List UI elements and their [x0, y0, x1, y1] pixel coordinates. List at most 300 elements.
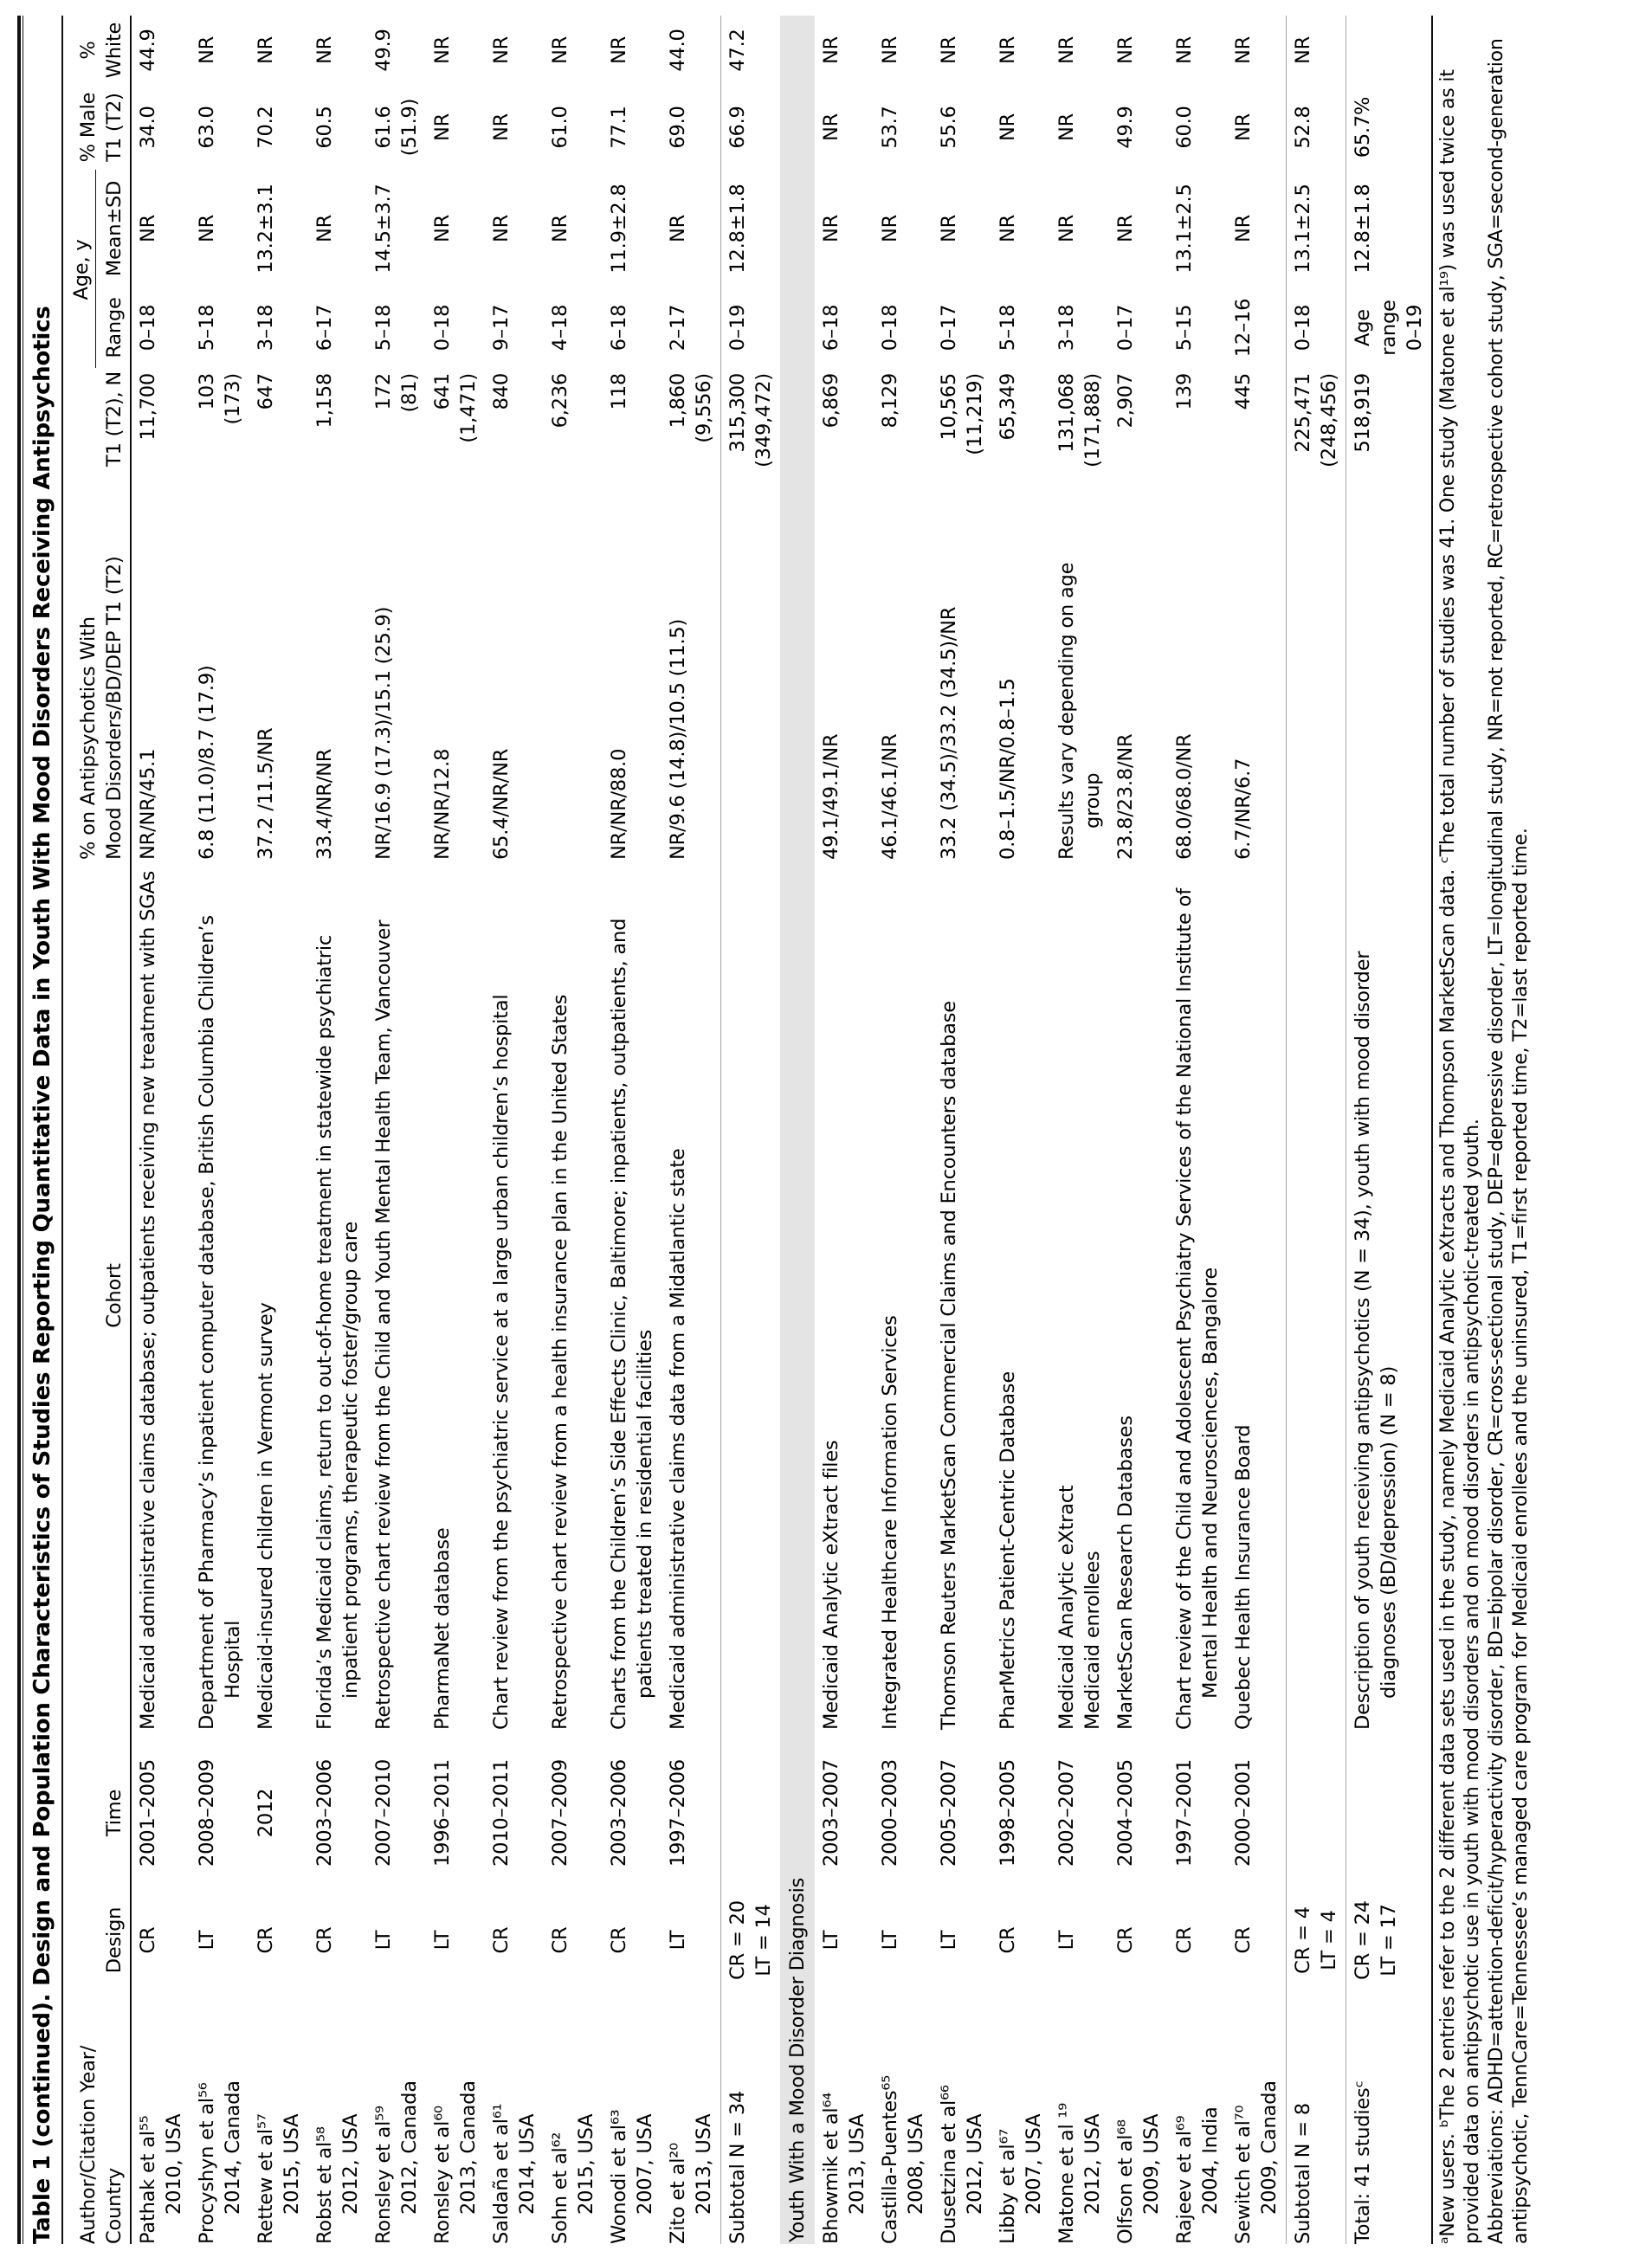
- cell-author-line: Libby et al⁶⁷: [997, 2128, 1019, 2244]
- cell-n: [249, 368, 308, 496]
- cell-male-line: 60.5: [313, 106, 336, 149]
- table-row: [131, 16, 190, 2244]
- cell-pct: [661, 496, 721, 860]
- cell-design: [131, 1894, 190, 1984]
- col-header-author-line1: Author/Citation Year/: [77, 2045, 100, 2244]
- footnotes: [1436, 16, 1533, 2244]
- cell-white: NR: [1114, 35, 1137, 65]
- col-header-author-line2: Country: [103, 2168, 126, 2244]
- cell-author-line: 2007, USA: [634, 2113, 656, 2215]
- cell-mean: 13.2±3.1: [255, 184, 277, 274]
- cell-cohort-text: Thomson Reuters MarketScan Commercial Claims and Encounters database: [938, 1001, 960, 1730]
- cell-male: [485, 83, 544, 170]
- cell-design: [1227, 1894, 1287, 1984]
- cell-range: 0–17: [1114, 304, 1137, 352]
- cell-pct: [485, 496, 544, 860]
- cell-n: [1109, 368, 1168, 496]
- table-row: [249, 16, 308, 2244]
- footnote-notes: ᵃNew users. ᵇThe 2 entries refer to the 2 different data sets used in the study, namely Medicaid Analytic eXtracts and Thompson MarketScan data. ᶜThe total number of studies was 41. One study (Matone et al¹⁹) was used twice as it provided data on antipsychotic use in youth with mood disorders and on mood disorders in antipsychotic-treated youth.: [1437, 69, 1483, 2244]
- table-body: [131, 16, 1432, 2244]
- cell-mean: 13.1±2.5: [1287, 170, 1346, 286]
- cell-design: [190, 1894, 249, 1984]
- cell-mean: NR: [431, 214, 454, 243]
- table-row: [874, 16, 932, 2244]
- cell-author: [1227, 1984, 1287, 2244]
- cell-author: [190, 1984, 249, 2244]
- cell-range: 2–17: [667, 304, 689, 352]
- cell-author-line: 2012, USA: [964, 2113, 986, 2215]
- cell-design: [1168, 1894, 1227, 1984]
- cell-n-line: (9,556): [693, 373, 715, 443]
- cell-male: [874, 83, 932, 170]
- cell-author: [874, 1984, 932, 2244]
- cell-cohort: [874, 860, 932, 1730]
- cell-cohort-text: Medicaid administrative claims data from a Midatlantic state: [667, 1148, 689, 1730]
- cell-pct-text: 65.4/NR/NR: [490, 748, 513, 860]
- cell-author-line: 2015, USA: [575, 2113, 597, 2215]
- cell-range: 12–16: [1232, 298, 1255, 358]
- cell-male: [815, 83, 874, 170]
- cell-n: [815, 368, 874, 496]
- header-row-1: [63, 16, 96, 2244]
- cell-n-line: 8,129: [879, 373, 901, 429]
- cell-range: 0–19: [721, 286, 781, 368]
- cell-pct: [815, 496, 874, 860]
- cell-cohort: [1346, 860, 1433, 1730]
- cell-n-line: 518,919: [1352, 373, 1374, 453]
- cell-n-line: 6,236: [549, 373, 571, 429]
- table-row: [603, 16, 661, 2244]
- cell-male: [1287, 83, 1346, 170]
- cell-white: NR: [1055, 35, 1078, 65]
- table-row: [815, 16, 874, 2244]
- cell-author-line: 2013, Canada: [457, 2080, 480, 2215]
- cell-white: NR: [196, 35, 218, 65]
- cell-cohort: [1227, 860, 1287, 1730]
- table-row: [1227, 16, 1287, 2244]
- cell-n-line: 647: [255, 373, 277, 410]
- cell-pct-text: 6.8 (11.0)/8.7 (17.9): [196, 665, 218, 860]
- cell-male-line: 70.2: [255, 106, 277, 149]
- cell-n-line: 65,349: [997, 373, 1019, 441]
- cell-cohort: [932, 860, 991, 1730]
- subtotal-row: [1287, 16, 1346, 2244]
- col-header-male-line1: % Male: [77, 92, 100, 163]
- cell-cohort: [308, 860, 367, 1730]
- cell-n: [1168, 368, 1227, 496]
- cell-white: NR: [1232, 35, 1255, 65]
- cell-pct: [874, 496, 932, 860]
- cell-cohort: [603, 860, 661, 1730]
- cell-pct-text: NR/NR/12.8: [431, 748, 454, 860]
- cell-white: NR: [879, 35, 901, 65]
- cell-design-line: LT: [372, 1930, 395, 1951]
- cell-range: 0–17: [938, 304, 960, 352]
- cell-male: [1168, 83, 1227, 170]
- cell-n-line: 103: [196, 373, 218, 410]
- cell-design-line: LT: [879, 1930, 901, 1951]
- cell-n-line: (349,472): [752, 373, 775, 468]
- cell-design: [603, 1894, 661, 1984]
- cell-male: [544, 83, 603, 170]
- cell-time: 2003–2006: [313, 1759, 336, 1867]
- cell-male-line: (51.9): [398, 98, 421, 157]
- cell-n-line: 6,869: [820, 373, 842, 429]
- cell-mean: NR: [820, 214, 842, 243]
- cell-mean: NR: [667, 214, 689, 243]
- cell-author: [1346, 1984, 1433, 2244]
- cell-n: [1346, 368, 1433, 496]
- cell-range: 0–18: [1287, 286, 1346, 368]
- cell-mean: NR: [938, 214, 960, 243]
- cell-author-line: 2009, Canada: [1258, 2080, 1281, 2215]
- cell-white: 44.0: [667, 29, 689, 72]
- cell-n-line: 1,158: [313, 373, 336, 429]
- cell-design-line: CR: [137, 1926, 159, 1954]
- col-header-pct-male: [63, 83, 131, 170]
- cell-design: [1050, 1894, 1109, 1984]
- cell-male-line: 61.0: [549, 106, 571, 149]
- cell-range: 6–18: [608, 304, 630, 352]
- cell-male-line: 55.6: [938, 106, 960, 149]
- cell-author: [661, 1984, 721, 2244]
- col-header-author: [63, 1984, 131, 2244]
- cell-author-line: Ronsley et al⁶⁰: [431, 2106, 454, 2244]
- cell-white: NR: [490, 35, 513, 65]
- cell-author-line: Ronsley et al⁵⁹: [372, 2106, 395, 2244]
- cell-mean: NR: [879, 214, 901, 243]
- col-header-cohort: Cohort: [63, 860, 131, 1730]
- cell-author-line: Dusetzina et al⁶⁶: [938, 2085, 960, 2244]
- cell-author-line: 2009, USA: [1140, 2113, 1163, 2215]
- cell-pct: [1346, 496, 1433, 860]
- cell-cohort-text: Retrospective chart review from the Child and Youth Mental Health Team, Vancouver: [372, 919, 395, 1730]
- cell-time: 2008–2009: [196, 1759, 218, 1867]
- cell-author-line: Sohn et al⁶²: [549, 2132, 571, 2244]
- cell-male: [661, 83, 721, 170]
- cell-mean: 14.5±3.7: [372, 184, 395, 274]
- cell-male-line: 69.0: [667, 106, 689, 149]
- cell-male: [190, 83, 249, 170]
- cell-male: [131, 83, 190, 170]
- cell-design-line: CR: [255, 1926, 277, 1954]
- table-title: Table 1 (continued). Design and Population Characteristics of Studies Reporting Quantitative Data in Youth With Mood Disorders Receiving Antipsychotics: [23, 16, 63, 2244]
- cell-white: NR: [431, 35, 454, 65]
- cell-cohort: [1109, 860, 1168, 1730]
- col-header-white-line1: %: [77, 41, 100, 60]
- cell-male: [249, 83, 308, 170]
- cell-male-line: NR: [997, 113, 1019, 142]
- cell-pct: [367, 496, 426, 860]
- cell-design-line: LT: [938, 1930, 960, 1951]
- cell-cohort-text: Chart review of the Child and Adolescent Psychiatry Services of the National Institute of Mental Health and Neurosciences, Bangalore: [1173, 888, 1222, 1730]
- cell-n: [991, 368, 1050, 496]
- cell-design-line: CR = 24: [1352, 1900, 1374, 1980]
- cell-n-line: 118: [608, 373, 630, 410]
- cell-design-line: CR: [997, 1926, 1019, 1954]
- col-header-age-range: Range: [96, 286, 132, 368]
- cell-design: [544, 1894, 603, 1984]
- cell-mean: NR: [313, 214, 336, 243]
- cell-range: 4–18: [549, 304, 571, 352]
- cell-male: [1050, 83, 1109, 170]
- cell-author: [815, 1984, 874, 2244]
- cell-cohort: [131, 860, 190, 1730]
- cell-male-line: 65.7%: [1352, 96, 1374, 158]
- cell-white: 49.9: [372, 29, 395, 72]
- cell-male-line: NR: [1232, 113, 1255, 142]
- cell-n: [485, 368, 544, 496]
- cell-author: [131, 1984, 190, 2244]
- cell-author-line: Castilla-Puentes⁶⁵: [879, 2074, 901, 2244]
- footnote-abbreviations: Abbreviations: ADHD=attention-deficit/hyperactivity disorder, BD=bipolar disorder, CR=cross-sectional study, DEP=depressive disorder, LT=longitudinal study, NR=not reported, RC=retrospective cohort study, SGA=second-generation antipsychotic, TennCare=Tennessee’s managed care program for Medicaid enrollees and the uninsured, T1=first reported time, T2=last reported time.: [1486, 38, 1532, 2244]
- cell-male: [1109, 83, 1168, 170]
- cell-male: [308, 83, 367, 170]
- cell-n: [190, 368, 249, 496]
- cell-pct: [544, 496, 603, 860]
- cell-white: NR: [549, 35, 571, 65]
- cell-pct-text: 49.1/49.1/NR: [820, 733, 842, 860]
- section-header-cell: Youth With a Mood Disorder Diagnosis: [780, 16, 815, 2244]
- cell-design-line: CR = 4: [1292, 1906, 1314, 1974]
- cell-range-line: 0–19: [1404, 304, 1426, 352]
- cell-author: [932, 1984, 991, 2244]
- cell-n: [661, 368, 721, 496]
- cell-author: [1287, 1984, 1346, 2244]
- cell-pct: [249, 496, 308, 860]
- cell-author-line: Rajeev et al⁶⁹: [1173, 2115, 1196, 2244]
- cell-n: [932, 368, 991, 496]
- cell-n-line: 139: [1173, 373, 1196, 410]
- table-row: [1168, 16, 1227, 2244]
- cell-range: 0–18: [431, 304, 454, 352]
- cell-author: [991, 1984, 1050, 2244]
- cell-male: [721, 83, 781, 170]
- cell-n: [603, 368, 661, 496]
- cell-design: [249, 1894, 308, 1984]
- cell-range: 3–18: [255, 304, 277, 352]
- table-row: [544, 16, 603, 2244]
- cell-mean: NR: [997, 214, 1019, 243]
- cell-male-line: 53.7: [879, 106, 901, 149]
- cell-design-line: LT: [820, 1930, 842, 1951]
- cell-cohort: [991, 860, 1050, 1730]
- cell-time: 2004–2005: [1114, 1759, 1137, 1867]
- cell-design: [308, 1894, 367, 1984]
- cell-cohort: [485, 860, 544, 1730]
- cell-white: NR: [255, 35, 277, 65]
- cell-male: [991, 83, 1050, 170]
- cell-author-line: 2013, USA: [846, 2113, 868, 2215]
- cell-pct: [1287, 496, 1346, 860]
- cell-n-line: 2,907: [1114, 373, 1137, 429]
- cell-pct-text: 23.8/23.8/NR: [1114, 733, 1137, 860]
- cell-n: [426, 368, 485, 496]
- cell-n-line: (248,456): [1318, 373, 1340, 468]
- cell-design-line: LT = 17: [1378, 1904, 1400, 1977]
- table-header: [63, 16, 131, 2244]
- cell-time: 1997–2001: [1173, 1759, 1196, 1867]
- table-row: [367, 16, 426, 2244]
- cell-male: [1346, 83, 1433, 170]
- cell-cohort: [249, 860, 308, 1730]
- cell-white: NR: [313, 35, 336, 65]
- subtotal-row: [721, 16, 781, 2244]
- cell-n-line: 1,860: [667, 373, 689, 429]
- cell-range: [1346, 286, 1433, 368]
- cell-design: [1346, 1894, 1433, 1984]
- cell-pct: [603, 496, 661, 860]
- cell-author-line: Zito et al²⁰: [667, 2143, 689, 2244]
- cell-range: 5–18: [196, 304, 218, 352]
- cell-range: 0–18: [137, 304, 159, 352]
- cell-mean: 12.8±1.8: [1346, 170, 1433, 286]
- cell-n-line: 840: [490, 373, 513, 410]
- cell-white: NR: [820, 35, 842, 65]
- cell-design-line: CR: [549, 1926, 571, 1954]
- cell-range: 9–17: [490, 304, 513, 352]
- cell-white: NR: [1173, 35, 1196, 65]
- cell-author-line: Rettew et al⁵⁷: [255, 2113, 277, 2244]
- cell-pct-text: 33.2 (34.5)/33.2 (34.5)/NR: [938, 606, 960, 860]
- cell-author: [249, 1984, 308, 2244]
- cell-time: 1998–2005: [997, 1759, 1019, 1867]
- cell-design: [1109, 1894, 1168, 1984]
- cell-n: [1287, 368, 1346, 496]
- cell-range: 6–17: [313, 304, 336, 352]
- cell-cohort-text: Charts from the Children’s Side Effects Clinic, Baltimore; inpatients, outpatients, and patients treated in residential facilities: [608, 918, 656, 1730]
- cell-n-line: 172: [372, 373, 395, 410]
- cell-n: [308, 368, 367, 496]
- cell-time: [1287, 1730, 1346, 1894]
- cell-pct: [991, 496, 1050, 860]
- cell-pct-text: NR/NR/88.0: [608, 748, 630, 860]
- cell-pct-text: 37.2 /11.5/NR: [255, 727, 277, 860]
- cell-white: NR: [1287, 16, 1346, 83]
- cell-pct-text: 0.8–1.5/NR/0.8–1.5: [997, 678, 1019, 860]
- table-top-rule-thick: [17, 16, 21, 2244]
- cell-range-line: range: [1378, 300, 1400, 356]
- cell-author: [1050, 1984, 1109, 2244]
- table-row: [308, 16, 367, 2244]
- cell-white: 44.9: [137, 29, 159, 72]
- cell-design-line: LT = 4: [1318, 1910, 1340, 1970]
- cell-mean: NR: [196, 214, 218, 243]
- cell-white: NR: [997, 35, 1019, 65]
- cell-design-line: CR: [1232, 1926, 1255, 1954]
- cell-mean: NR: [1232, 214, 1255, 243]
- cell-cohort-text: MarketScan Research Databases: [1114, 1416, 1137, 1730]
- cell-n: [1227, 368, 1287, 496]
- cell-cohort-text: Florida’s Medicaid claims, return to out-of-home treatment in statewide psychiatric inpatient programs, therapeutic foster/group care: [313, 934, 362, 1730]
- cell-pct: [932, 496, 991, 860]
- cell-cohort-text: Integrated Healthcare Information Services: [879, 1315, 901, 1730]
- cell-design-line: CR: [1114, 1926, 1137, 1954]
- cell-author: [603, 1984, 661, 2244]
- cell-cohort: [367, 860, 426, 1730]
- col-header-white-line2: White: [103, 22, 126, 79]
- cell-pct: [426, 496, 485, 860]
- cell-cohort: [544, 860, 603, 1730]
- cell-design-line: LT = 14: [752, 1904, 775, 1977]
- table-row: [991, 16, 1050, 2244]
- col-header-pct-line1: % on Antipsychotics With: [77, 616, 100, 860]
- cell-n-line: (171,888): [1081, 373, 1104, 468]
- cell-mean: NR: [549, 214, 571, 243]
- cell-design: [721, 1894, 781, 1984]
- cell-cohort-text: Medicaid administrative claims database; outpatients receiving new treatment with SGAs: [137, 870, 159, 1730]
- cell-time: 2010–2011: [490, 1759, 513, 1867]
- col-header-male-line2: T1 (T2): [103, 93, 126, 162]
- cell-male-line: 34.0: [137, 106, 159, 149]
- cell-range: 3–18: [1055, 304, 1078, 352]
- cell-mean: NR: [1055, 214, 1078, 243]
- cell-range: 6–18: [820, 304, 842, 352]
- col-header-n: T1 (T2), N: [63, 368, 131, 496]
- cell-pct-line: Results vary depending on age: [1055, 562, 1078, 860]
- cell-n: [1050, 368, 1109, 496]
- cell-range: 5–15: [1173, 304, 1196, 352]
- cell-cohort: [721, 860, 781, 1730]
- col-header-time: Time: [63, 1730, 131, 1894]
- cell-design-line: CR: [490, 1926, 513, 1954]
- cell-design-line: LT: [667, 1930, 689, 1951]
- cell-cohort: [190, 860, 249, 1730]
- cell-author-line: 2014, Canada: [222, 2080, 244, 2215]
- cell-author-line: Robst et al⁵⁸: [313, 2126, 336, 2244]
- cell-cohort-text: Description of youth receiving antipsychotics (N = 34), youth with mood disorder diagnoses (BD/depression) (N = 8): [1352, 951, 1400, 1730]
- cell-pct: [131, 496, 190, 860]
- cell-author: [721, 1984, 781, 2244]
- cell-time: 1996–2011: [431, 1759, 454, 1867]
- cell-male-line: NR: [1055, 113, 1078, 142]
- cell-male-line: 49.9: [1114, 106, 1137, 149]
- cell-pct-text: 33.4/NR/NR: [313, 748, 336, 860]
- cell-male: [603, 83, 661, 170]
- cell-white: [1346, 16, 1433, 83]
- cell-mean: NR: [490, 214, 513, 243]
- cell-male: [426, 83, 485, 170]
- cell-n-line: (11,219): [964, 373, 986, 455]
- cell-range: 0–18: [879, 304, 901, 352]
- cell-author: [485, 1984, 544, 2244]
- cell-design: [485, 1894, 544, 1984]
- cell-pct: [190, 496, 249, 860]
- cell-pct-text: 68.0/68.0/NR: [1173, 733, 1196, 860]
- cell-design: [426, 1894, 485, 1984]
- cell-n-line: 225,471: [1292, 373, 1314, 453]
- cell-pct: [308, 496, 367, 860]
- cell-design-line: LT: [431, 1930, 454, 1951]
- cell-pct: [721, 496, 781, 860]
- cell-design-line: LT: [196, 1930, 218, 1951]
- cell-mean: 11.9±2.8: [608, 184, 630, 274]
- cell-cohort-text: PharmaNet database: [431, 1527, 454, 1730]
- cell-n-line: 445: [1232, 373, 1255, 410]
- cell-n-line: (81): [398, 373, 421, 413]
- cell-time: 2002–2007: [1055, 1759, 1078, 1867]
- cell-author-line: Bhowmik et al⁶⁴: [820, 2092, 842, 2244]
- cell-author-line: Subtotal N = 8: [1292, 2103, 1314, 2244]
- cell-n-line: 10,565: [938, 373, 960, 441]
- cell-cohort: [815, 860, 874, 1730]
- cell-n-line: 641: [431, 373, 454, 410]
- cell-design: [991, 1894, 1050, 1984]
- cell-author-line: 2013, USA: [693, 2113, 715, 2215]
- cell-n: [874, 368, 932, 496]
- cell-pct-text: 6.7/NR/6.7: [1232, 758, 1255, 860]
- cell-design-line: CR: [608, 1926, 630, 1954]
